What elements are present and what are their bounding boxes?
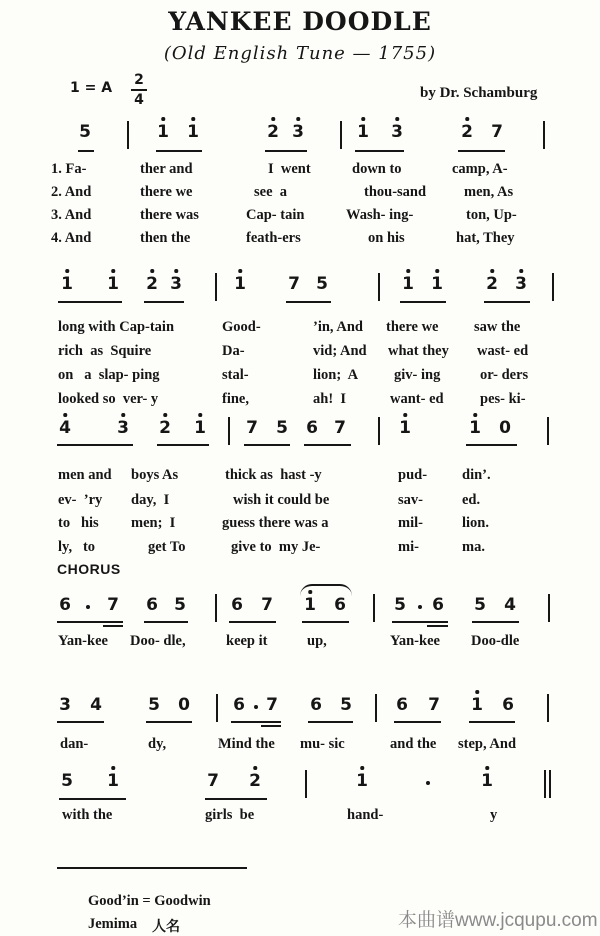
octave-dot (198, 413, 202, 417)
note-digit: 5 (276, 418, 288, 438)
lyric-chunk: looked so ver- y (58, 391, 159, 407)
lyric-chunk: pud- (398, 467, 428, 483)
lyric-chunk: ma. (462, 539, 485, 555)
lyric-chunk: 4. And (51, 230, 92, 246)
note-digit: 1 (107, 771, 119, 791)
lyric-chunk: men, As (464, 184, 514, 200)
note-digit: 2 (486, 274, 498, 294)
barline (547, 694, 549, 722)
lyric-chunk: 2. And (51, 184, 92, 200)
augmentation-dot (418, 605, 422, 609)
lyric-chunk: stal- (222, 367, 249, 383)
note-digit: 1 (107, 274, 119, 294)
page-subtitle: (Old English Tune — 1755) (163, 43, 437, 64)
note-digit: 3 (391, 122, 403, 142)
lyric-chunk: y (490, 807, 498, 823)
lyric-chunk: 3. And (51, 207, 92, 223)
beam-line (78, 150, 94, 152)
barline (127, 121, 129, 149)
lyric-chunk: hat, They (456, 230, 515, 246)
time-signature-denominator: 4 (134, 92, 144, 109)
note-digit: 7 (428, 695, 440, 715)
sixteenth-beam-line (427, 625, 448, 627)
sixteenth-beam-line (261, 725, 281, 727)
lyric-chunk: dy, (148, 736, 167, 752)
lyric-chunk: keep it (226, 633, 268, 649)
lyric-chunk: 1. Fa- (51, 161, 87, 177)
beam-line (57, 444, 133, 446)
footnote-jemima: Jemima (88, 916, 138, 932)
lyric-chunk: ah! I (313, 391, 347, 407)
lyric-chunk: with the (62, 807, 113, 823)
lyric-chunk: ther and (140, 161, 193, 177)
lyric-chunk: Mind the (218, 736, 275, 752)
lyric-chunk: feath-ers (246, 230, 301, 246)
lyric-chunk: long with Cap-tain (58, 319, 175, 335)
lyric-chunk: there we (386, 319, 439, 335)
note-digit: 1 (402, 274, 414, 294)
note-digit: 1 (481, 771, 493, 791)
beam-line (466, 444, 517, 446)
note-digit: 1 (304, 595, 316, 615)
octave-dot (271, 117, 275, 121)
lyric-chunk: Doo- dle, (130, 633, 186, 649)
time-signature-numerator: 2 (134, 72, 144, 88)
beam-line (146, 721, 192, 723)
barline (305, 770, 307, 798)
beam-line (302, 621, 349, 623)
lyric-chunk: Wash- ing- (346, 207, 414, 223)
note-digit: 7 (266, 695, 278, 715)
lyric-chunk: giv- ing (394, 367, 441, 383)
beam-line (286, 301, 331, 303)
final-barline (544, 770, 546, 798)
octave-dot (490, 269, 494, 273)
note-digit: 1 (187, 122, 199, 142)
lyric-chunk: then the (140, 230, 191, 246)
note-digit: 7 (207, 771, 219, 791)
octave-dot (475, 690, 479, 694)
beam-line (265, 150, 307, 152)
note-digit: 2 (461, 122, 473, 142)
lyric-chunk: on a slap- ping (58, 367, 160, 383)
octave-dot (191, 117, 195, 121)
key-signature: 1 = A (70, 80, 113, 96)
augmentation-dot (86, 605, 90, 609)
note-digit: 5 (61, 771, 73, 791)
octave-dot (361, 117, 365, 121)
octave-dot (296, 117, 300, 121)
barline (548, 594, 550, 622)
note-digit: 2 (159, 418, 171, 438)
note-digit: 2 (249, 771, 261, 791)
beam-line (231, 721, 281, 723)
lyric-chunk: Good- (222, 319, 261, 335)
augmentation-dot (254, 705, 258, 709)
lyric-chunk: thick as hast -y (225, 467, 322, 483)
octave-dot (519, 269, 523, 273)
octave-dot (121, 413, 125, 417)
beam-line (355, 150, 404, 152)
note-digit: 1 (471, 695, 483, 715)
beam-line (229, 621, 276, 623)
lyric-chunk: Yan-kee (390, 633, 440, 649)
note-digit: 6 (59, 595, 71, 615)
note-digit: 6 (334, 595, 346, 615)
octave-dot (406, 269, 410, 273)
lyric-chunk: and the (390, 736, 437, 752)
note-digit: 5 (174, 595, 186, 615)
lyric-chunk: want- ed (390, 391, 444, 407)
final-barline (549, 770, 551, 798)
note-digit: 2 (146, 274, 158, 294)
lyric-chunk: there we (140, 184, 193, 200)
barline (375, 694, 377, 722)
lyric-chunk: day, I (131, 492, 170, 508)
beam-line (400, 301, 446, 303)
note-digit: 6 (233, 695, 245, 715)
note-digit: 3 (170, 274, 182, 294)
beam-line (144, 621, 188, 623)
octave-dot (485, 766, 489, 770)
barline (552, 273, 554, 301)
lyric-chunk: ev- ’ry (58, 492, 103, 508)
octave-dot (238, 269, 242, 273)
lyric-chunk: rich as Squire (58, 343, 152, 359)
lyric-chunk: mu- sic (300, 736, 345, 752)
barline (378, 417, 380, 445)
note-digit: 1 (469, 418, 481, 438)
beam-line (308, 721, 353, 723)
chorus-label: CHORUS (57, 561, 121, 577)
lyric-chunk: ed. (462, 492, 481, 508)
octave-dot (65, 269, 69, 273)
lyric-chunk: dan- (60, 736, 89, 752)
note-digit: 1 (357, 122, 369, 142)
barline (215, 594, 217, 622)
slur-arc (300, 584, 352, 596)
note-digit: 1 (431, 274, 443, 294)
lyric-chunk: camp, A- (452, 161, 508, 177)
lyric-chunk: Doo-dle (471, 633, 520, 649)
note-digit: 5 (148, 695, 160, 715)
lyric-chunk: step, And (458, 736, 517, 752)
note-digit: 4 (504, 595, 516, 615)
lyric-chunk: lion. (462, 515, 489, 531)
beam-line (58, 301, 122, 303)
beam-line (394, 721, 441, 723)
lyric-chunk: down to (352, 161, 402, 177)
lyric-chunk: or- ders (480, 367, 529, 383)
beam-line (144, 301, 184, 303)
watermark: 本曲谱www.jcqupu.com (398, 910, 598, 931)
lyric-chunk: wast- ed (477, 343, 529, 359)
note-digit: 1 (61, 274, 73, 294)
barline (543, 121, 545, 149)
note-digit: 7 (491, 122, 503, 142)
time-signature-bar (131, 89, 147, 91)
note-digit: 2 (267, 122, 279, 142)
lyric-chunk: mil- (398, 515, 423, 531)
octave-dot (63, 413, 67, 417)
note-digit: 1 (234, 274, 246, 294)
footnote-separator (57, 867, 247, 869)
lyric-chunk: get To (148, 539, 186, 555)
lyric-chunk: din’. (462, 467, 491, 483)
sixteenth-beam-line (103, 625, 123, 627)
barline (373, 594, 375, 622)
note-digit: 6 (231, 595, 243, 615)
barline (215, 273, 217, 301)
time-signature (131, 72, 147, 108)
note-digit: 1 (194, 418, 206, 438)
note-digit: 5 (316, 274, 328, 294)
beam-line (472, 621, 519, 623)
lyric-chunk: sav- (398, 492, 423, 508)
barline (228, 417, 230, 445)
octave-dot (111, 269, 115, 273)
lyric-chunk: wish it could be (233, 492, 330, 508)
lyric-chunk: fine, (222, 391, 249, 407)
lyric-chunk: men and (58, 467, 112, 483)
composer-credit: by Dr. Schamburg (420, 85, 538, 101)
lyric-chunk: Cap- tain (246, 207, 305, 223)
barline (547, 417, 549, 445)
octave-dot (465, 117, 469, 121)
lyric-chunk: guess there was a (222, 515, 329, 531)
lyric-chunk: mi- (398, 539, 419, 555)
note-digit: 5 (79, 122, 91, 142)
beam-line (57, 621, 123, 623)
note-digit: 5 (394, 595, 406, 615)
beam-line (59, 798, 126, 800)
lyric-chunk: boys As (131, 467, 179, 483)
lyric-chunk: lion; A (313, 367, 359, 383)
octave-dot (473, 413, 477, 417)
lyric-chunk: to his (58, 515, 99, 531)
lyric-chunk: see a (254, 184, 288, 200)
lyric-chunk: ton, Up- (466, 207, 517, 223)
beam-line (57, 721, 104, 723)
octave-dot (161, 117, 165, 121)
octave-dot (150, 269, 154, 273)
lyric-chunk: ’in, And (313, 319, 363, 335)
note-digit: 7 (288, 274, 300, 294)
beam-line (469, 721, 515, 723)
page-title: YANKEE DOODLE (168, 7, 432, 36)
note-digit: 6 (396, 695, 408, 715)
note-digit: 4 (90, 695, 102, 715)
lyric-chunk: I went (268, 161, 311, 177)
note-digit: 4 (59, 418, 71, 438)
lyric-chunk: on his (368, 230, 405, 246)
note-digit: 1 (399, 418, 411, 438)
note-digit: 1 (157, 122, 169, 142)
note-digit: 5 (474, 595, 486, 615)
beam-line (157, 444, 209, 446)
barline (216, 694, 218, 722)
lyric-chunk: what they (388, 343, 449, 359)
note-digit: 7 (246, 418, 258, 438)
octave-dot (174, 269, 178, 273)
note-digit: 6 (432, 595, 444, 615)
barline (378, 273, 380, 301)
note-digit: 1 (356, 771, 368, 791)
octave-dot (395, 117, 399, 121)
note-digit: 0 (178, 695, 190, 715)
footnote-jemima-note: 人名 (152, 920, 180, 935)
octave-dot (111, 766, 115, 770)
note-digit: 6 (306, 418, 318, 438)
note-digit: 6 (502, 695, 514, 715)
lyric-chunk: ly, to (58, 539, 96, 555)
lyric-chunk: Yan-kee (58, 633, 108, 649)
note-digit: 7 (107, 595, 119, 615)
beam-line (205, 798, 267, 800)
lyric-chunk: men; I (131, 515, 176, 531)
lyric-chunk: give to my Je- (231, 539, 321, 555)
barline (340, 121, 342, 149)
beam-line (156, 150, 202, 152)
lyric-chunk: pes- ki- (480, 391, 526, 407)
augmentation-dot (426, 781, 430, 785)
octave-dot (253, 766, 257, 770)
lyric-chunk: hand- (347, 807, 384, 823)
note-digit: 3 (59, 695, 71, 715)
note-digit: 6 (310, 695, 322, 715)
note-digit: 3 (515, 274, 527, 294)
note-digit: 5 (340, 695, 352, 715)
beam-line (458, 150, 505, 152)
lyric-chunk: there was (140, 207, 199, 223)
lyric-chunk: vid; And (313, 343, 367, 359)
beam-line (484, 301, 530, 303)
octave-dot (435, 269, 439, 273)
note-digit: 6 (146, 595, 158, 615)
lyric-chunk: Da- (222, 343, 245, 359)
octave-dot (163, 413, 167, 417)
note-digit: 0 (499, 418, 511, 438)
note-digit: 7 (334, 418, 346, 438)
beam-line (244, 444, 290, 446)
octave-dot (360, 766, 364, 770)
note-digit: 3 (117, 418, 129, 438)
lyric-chunk: up, (307, 633, 327, 649)
note-digit: 7 (261, 595, 273, 615)
beam-line (304, 444, 351, 446)
lyric-chunk: girls be (205, 807, 255, 823)
lyric-chunk: thou-sand (364, 184, 427, 200)
footnote-goodin: Good’in = Goodwin (88, 893, 211, 909)
lyric-chunk: saw the (474, 319, 521, 335)
note-digit: 3 (292, 122, 304, 142)
octave-dot (403, 413, 407, 417)
beam-line (392, 621, 448, 623)
